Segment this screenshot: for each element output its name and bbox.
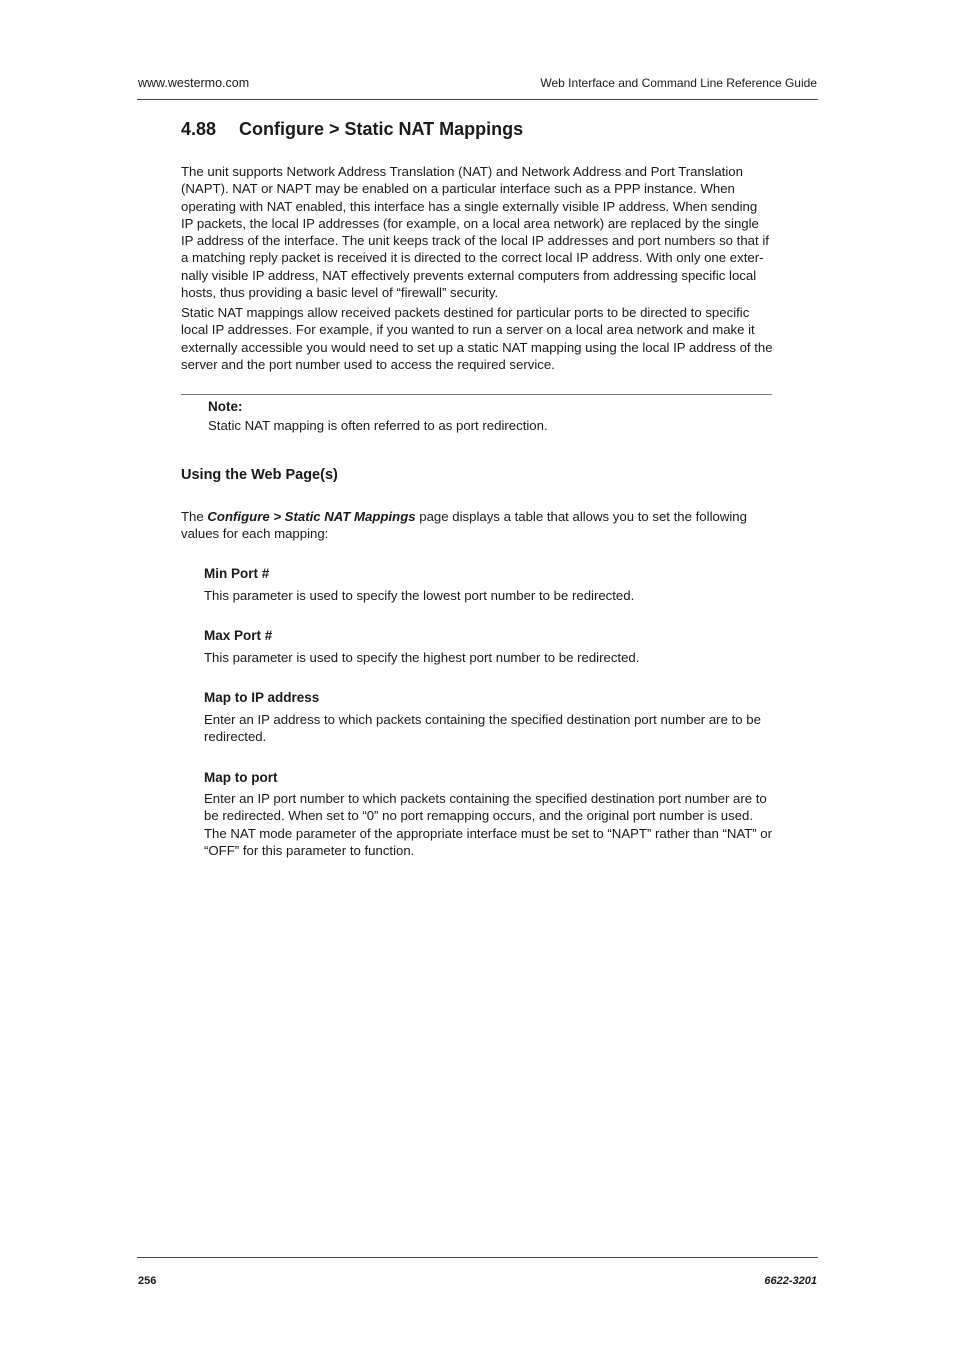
intro-prefix: The [181, 509, 208, 524]
web-section-heading: Using the Web Page(s) [181, 467, 338, 483]
param-desc-map-port: Enter an IP port number to which packets containing the specified destination port number are to be redirected. When set to “0” no port remapping occurs, and the original port number is used. The NAT mode parameter of the appropriate interface must be set to “NAPT” rather than “NAT” or “OFF” for this parameter to function. [204, 791, 773, 858]
header-rule [137, 99, 818, 100]
param-desc-map-ip: Enter an IP address to which packets containing the specified destination port number are to be redirected. [204, 712, 761, 745]
paragraph-nat-intro: The unit supports Network Address Translation (NAT) and Network Address and Port Translation (NAPT). NAT or NAPT may be enabled on a particular interface such as a PPP instance. When operating with NAT enabled, this interface has a single externally visible IP address. When sending IP packets, the local IP addresses (for example, on a local area network) are replaced by the single IP address of the interface. The unit keeps track of the local IP addresses and port numbers so that if a matching reply packet is received it is directed to the correct local IP address. With only one exter-nally visible IP address, NAT effectively prevents external computers from addressing specific local hosts, thus providing a basic level of “firewall” security. [181, 164, 769, 301]
section-title [181, 119, 523, 140]
intro-suffix: page displays a table that allows you to set the following values for each mapping: [181, 509, 747, 542]
doc-id: 6622-3201 [764, 1275, 817, 1287]
note-rule [181, 394, 772, 395]
note-text: Static NAT mapping is often referred to as port redirection. [208, 418, 548, 433]
section-title-text: Configure > Static NAT Mappings [239, 119, 524, 139]
header-website: www.westermo.com [138, 76, 250, 90]
param-title-map-ip: Map to IP address [204, 690, 320, 705]
paragraph-static-nat: Static NAT mappings allow received packets destined for particular ports to be directed to specific local IP addresses. For example, if you wanted to run a server on a local area network and make it externally accessible you would need to set up a static NAT mapping using the local IP address of the server and the port number used to access the required service. [181, 305, 773, 372]
footer-rule [137, 1257, 818, 1258]
header-guide-title: Web Interface and Command Line Reference Guide [540, 76, 817, 90]
param-desc-min-port: This parameter is used to specify the lowest port number to be redirected. [204, 588, 635, 603]
intro-page-path: Configure > Static NAT Mappings [207, 509, 416, 524]
page-number: 256 [138, 1275, 157, 1287]
section-number: 4.88 [181, 119, 217, 139]
note-label: Note: [208, 399, 243, 414]
param-title-map-port: Map to port [204, 770, 278, 785]
web-section-intro [181, 508, 773, 543]
param-title-max-port: Max Port # [204, 628, 273, 643]
param-desc-max-port: This parameter is used to specify the highest port number to be redirected. [204, 650, 640, 665]
param-title-min-port: Min Port # [204, 566, 270, 581]
